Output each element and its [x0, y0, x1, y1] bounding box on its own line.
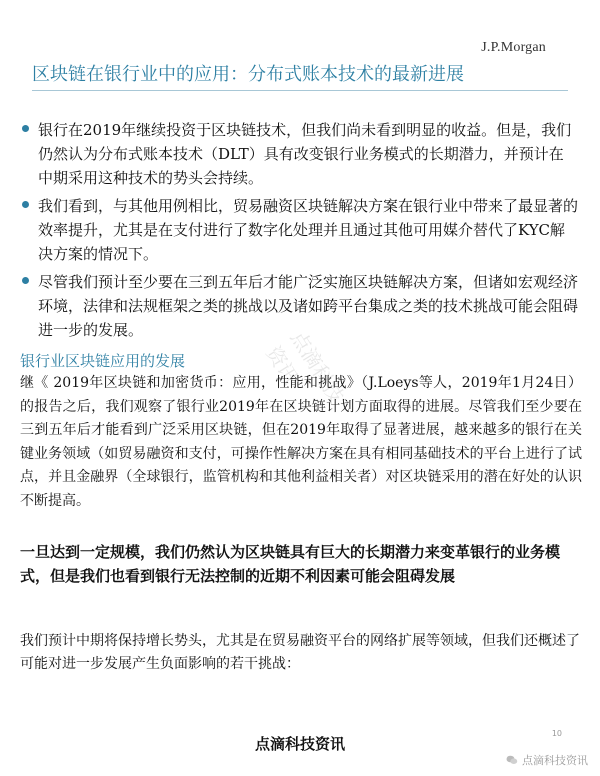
wechat-icon	[506, 754, 518, 766]
page-title: 区块链在银行业中的应用：分布式账本技术的最新进展	[32, 62, 568, 91]
bullet-item	[22, 270, 578, 342]
bullet-item	[22, 194, 578, 266]
bullet-dot-icon	[22, 201, 29, 208]
body-paragraph: 继《 2019年区块链和加密货币：应用，性能和挑战》（J.Loeys等人，2019年1月24日）的报告之后，我们观察了银行业2019年在区块链计划方面取得的进展。尽管我们至少要在三到五年后才能看到广泛采用区块链，但在2019年取得了显著进展，越来越多的银行在关键业务领域（如贸易融资和支付，可操作性解决方案在具有相同基础技术的平台上进行了试点，并且金融界（全球银行，监管机构和其他利益相关者）对区块链采用的潜在好处的认识不断提高。	[20, 375, 582, 509]
bullet-text: 我们看到，与其他用例相比，贸易融资区块链解决方案在银行业中带来了最显著的效率提升，尤其是在支付进行了数字化处理并且通过其他可用媒介替代了KYC解决方案的情况下。	[38, 197, 579, 263]
bold-paragraph: 一旦达到一定规模，我们仍然认为区块链具有巨大的长期潜力来变革银行的业务模式，但是我们也看到银行无法控制的近期不利因素可能会阻碍发展	[20, 543, 561, 585]
bullet-text: 银行在2019年继续投资于区块链技术，但我们尚未看到明显的收益。但是，我们仍然认为分布式账本技术（DLT）具有改变银行业务模式的长期潜力，并预计在中期采用这种技术的势头会持续。	[38, 121, 572, 187]
watermark-text: 点滴科技资讯	[261, 326, 349, 407]
page-number: 10	[551, 729, 562, 738]
bullet-dot-icon	[22, 125, 29, 132]
footer-source	[506, 752, 588, 768]
footer-brand: 点滴科技资讯	[254, 735, 345, 753]
section-heading: 银行业区块链应用的发展	[20, 352, 186, 370]
bullet-text: 尽管我们预计至少要在三到五年后才能广泛实施区块链解决方案，但诸如宏观经济环境，法律和法规框架之类的挑战以及诸如跨平台集成之类的技术挑战可能会阻碍进一步的发展。	[38, 273, 579, 339]
jpmorgan-logo: J.P.Morgan	[481, 40, 546, 55]
body-paragraph: 我们预计中期将保持增长势头，尤其是在贸易融资平台的网络扩展等领域，但我们还概述了可能对进一步发展产生负面影响的若干挑战：	[20, 633, 580, 672]
bullet-item	[22, 118, 578, 190]
footer-source-text: 点滴科技资讯	[522, 754, 588, 767]
summary-bullets	[22, 118, 578, 346]
bullet-dot-icon	[22, 277, 29, 284]
